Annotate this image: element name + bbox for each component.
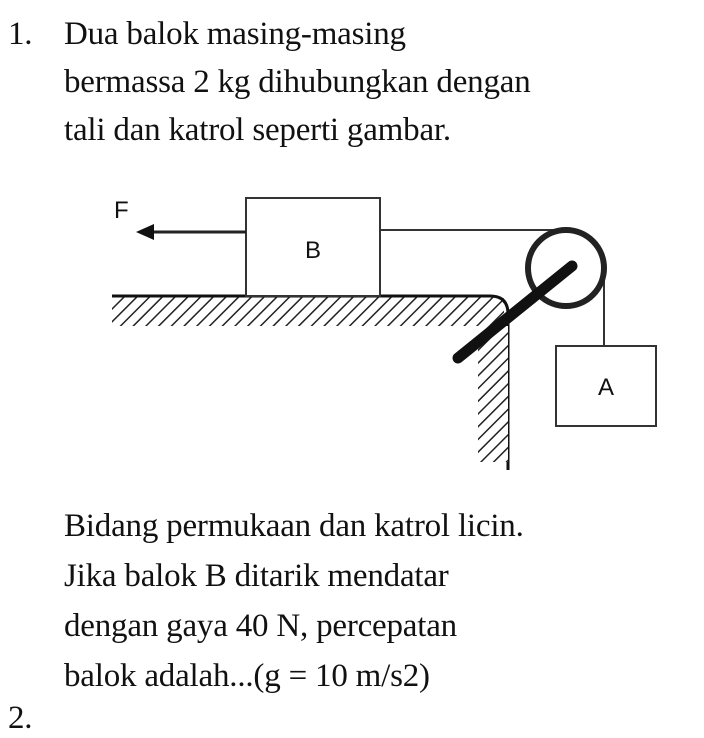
block-b-label: B — [304, 237, 322, 264]
question-intro-line-2: bermassa 2 kg dihubungkan dengan — [64, 64, 531, 100]
question-body-line-1: Bidang permukaan dan katrol licin. — [64, 508, 524, 544]
table-hatch — [112, 296, 504, 326]
question-intro-line-3: tali dan katrol seperti gambar. — [64, 112, 451, 148]
force-arrow-head — [136, 224, 154, 240]
question-intro-line-1: Dua balok masing-masing — [64, 16, 406, 52]
force-label: F — [114, 197, 129, 224]
question-body-line-3: dengan gaya 40 N, percepatan — [64, 608, 457, 644]
question-body-line-4: balok adalah...(g = 10 m/s2) — [64, 658, 430, 694]
question-number: 1. — [8, 16, 33, 52]
wall-hatch — [478, 326, 508, 462]
question-body-line-2: Jika balok B ditarik mendatar — [64, 558, 449, 594]
block-a-label: A — [597, 374, 615, 401]
next-question-number: 2. — [8, 700, 33, 736]
